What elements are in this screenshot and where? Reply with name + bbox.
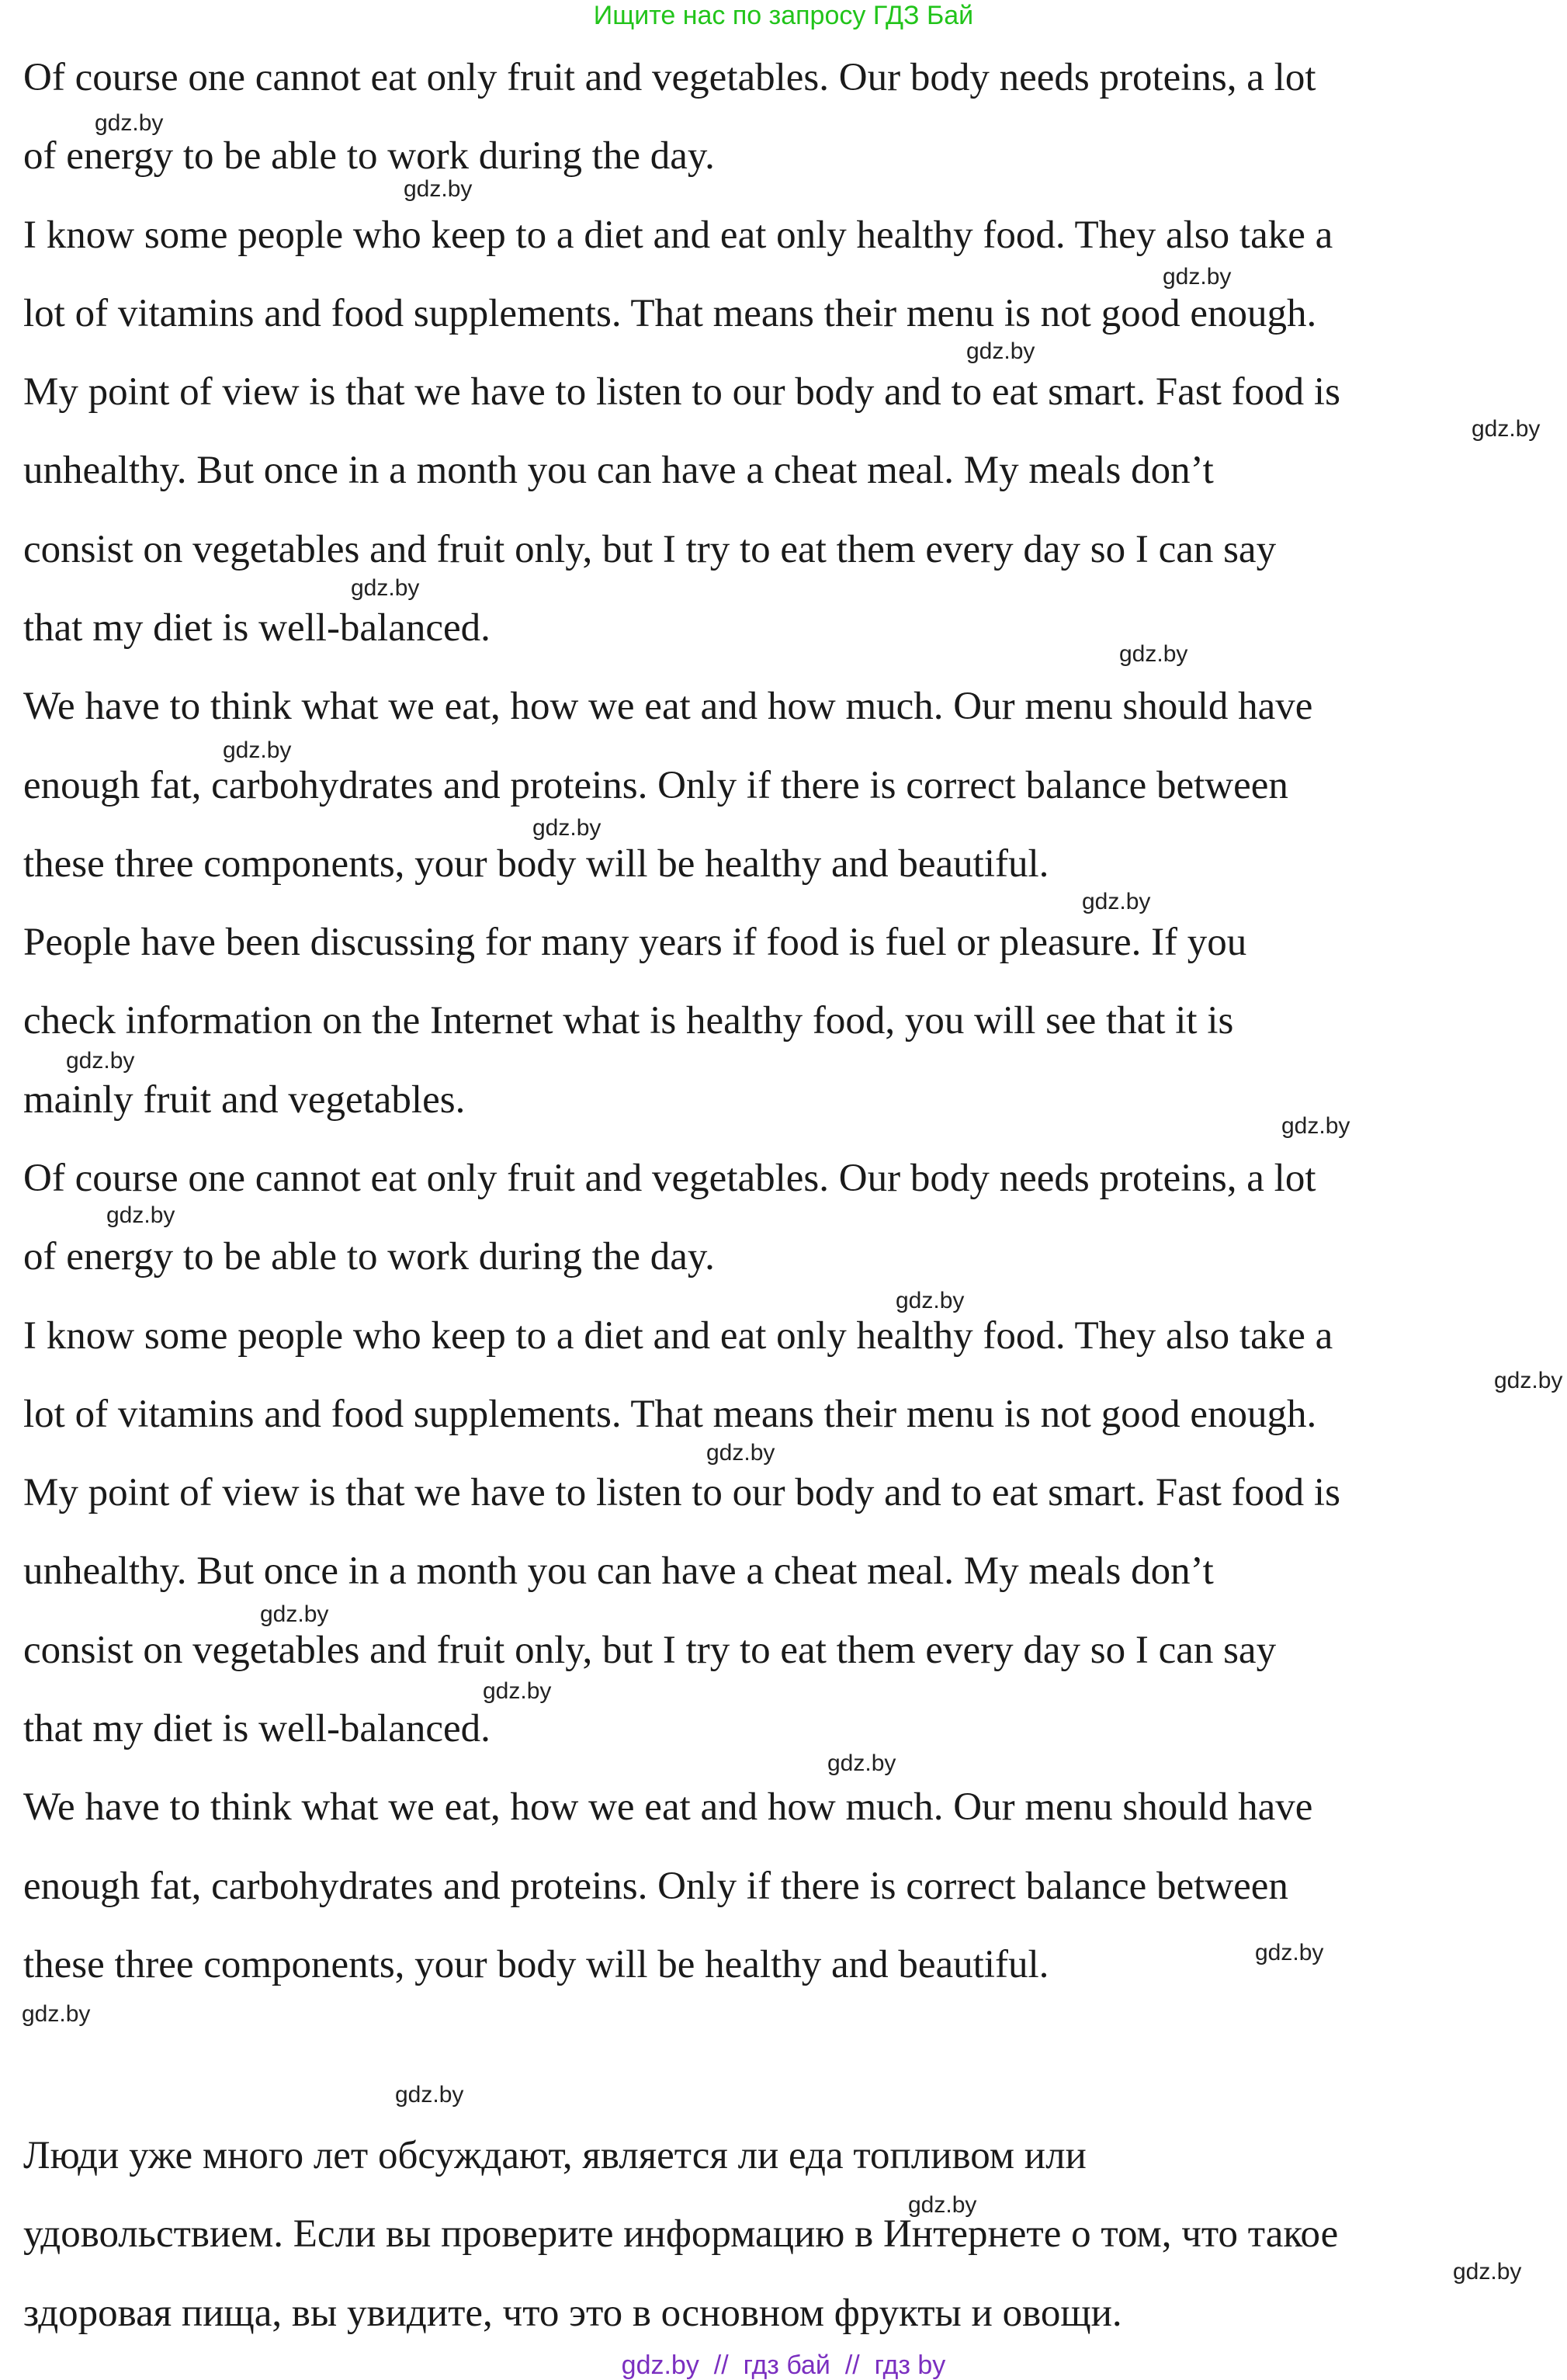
text-line: enough fat, carbohydrates and proteins. Only if there is correct balance between bbox=[23, 764, 1288, 807]
search-banner[interactable]: Ищите нас по запросу ГДЗ Бай bbox=[593, 1, 974, 30]
text-line: I know some people who keep to a diet and eat only healthy food. They also take a bbox=[23, 1314, 1333, 1358]
watermark: gdz.by bbox=[1082, 889, 1151, 914]
watermark: gdz.by bbox=[966, 338, 1035, 364]
text-line: lot of vitamins and food supplements. That means their menu is not good enough. bbox=[23, 1393, 1317, 1436]
watermark: gdz.by bbox=[1163, 264, 1232, 290]
text-line: that my diet is well-balanced. bbox=[23, 606, 491, 650]
watermark: gdz.by bbox=[1119, 641, 1188, 667]
footer-link-gdz-by[interactable]: gdz.by bbox=[621, 2351, 699, 2380]
watermark: gdz.by bbox=[827, 1750, 896, 1776]
text-line: My point of view is that we have to listen to our body and to eat smart. Fast food is bbox=[23, 1471, 1340, 1514]
text-line: We have to think what we eat, how we eat and how much. Our menu should have bbox=[23, 1785, 1313, 1829]
watermark: gdz.by bbox=[223, 737, 292, 763]
text-line: these three components, your body will be healthy and beautiful. bbox=[23, 842, 1049, 886]
text-line: unhealthy. But once in a month you can have a cheat meal. My meals don’t bbox=[23, 449, 1214, 492]
translation-line: здоровая пища, вы увидите, что это в основном фрукты и овощи. bbox=[23, 2292, 1122, 2335]
text-line: Of course one cannot eat only fruit and vegetables. Our body needs proteins, a lot bbox=[23, 56, 1316, 99]
text-line: of energy to be able to work during the day. bbox=[23, 1235, 715, 1278]
text-line: lot of vitamins and food supplements. That means their menu is not good enough. bbox=[23, 292, 1317, 335]
watermark: gdz.by bbox=[404, 176, 473, 202]
text-line: I know some people who keep to a diet and eat only healthy food. They also take a bbox=[23, 213, 1333, 257]
watermark: gdz.by bbox=[106, 1202, 175, 1228]
watermark: gdz.by bbox=[351, 575, 420, 601]
watermark: gdz.by bbox=[260, 1601, 329, 1627]
text-line: these three components, your body will be healthy and beautiful. bbox=[23, 1943, 1049, 1986]
watermark: gdz.by bbox=[395, 2082, 464, 2108]
text-line: We have to think what we eat, how we eat and how much. Our menu should have bbox=[23, 685, 1313, 728]
footer-separator: // bbox=[713, 2351, 729, 2380]
watermark: gdz.by bbox=[1453, 2259, 1522, 2285]
text-line: enough fat, carbohydrates and proteins. Only if there is correct balance between bbox=[23, 1865, 1288, 1908]
watermark: gdz.by bbox=[22, 2001, 91, 2027]
watermark: gdz.by bbox=[1255, 1940, 1324, 1965]
watermark: gdz.by bbox=[483, 1678, 552, 1704]
translation-line: Люди уже много лет обсуждают, является ли еда топливом или bbox=[23, 2134, 1087, 2177]
text-line: My point of view is that we have to listen to our body and to eat smart. Fast food is bbox=[23, 370, 1340, 414]
watermark: gdz.by bbox=[66, 1048, 135, 1074]
text-line: mainly fruit and vegetables. bbox=[23, 1078, 466, 1122]
text-line: check information on the Internet what is healthy food, you will see that it is bbox=[23, 999, 1234, 1043]
footer-links bbox=[0, 2352, 1567, 2378]
text-line: consist on vegetables and fruit only, but I try to eat them every day so I can say bbox=[23, 528, 1277, 571]
watermark: gdz.by bbox=[1281, 1113, 1350, 1139]
translation-line: удовольствием. Если вы проверите информацию в Интернете о том, что такое bbox=[23, 2212, 1339, 2256]
footer-link-gdz-by-ru[interactable]: гдз by bbox=[874, 2351, 946, 2380]
text-line: of energy to be able to work during the day. bbox=[23, 134, 715, 178]
watermark: gdz.by bbox=[1494, 1368, 1563, 1393]
text-line: People have been discussing for many years if food is fuel or pleasure. If you bbox=[23, 921, 1247, 964]
text-line: consist on vegetables and fruit only, but I try to eat them every day so I can say bbox=[23, 1629, 1277, 1672]
watermark: gdz.by bbox=[908, 2192, 977, 2218]
watermark: gdz.by bbox=[706, 1440, 775, 1466]
footer-separator: // bbox=[844, 2351, 860, 2380]
footer-link-gdz-bai[interactable]: гдз бай bbox=[743, 2351, 830, 2380]
text-line: unhealthy. But once in a month you can have a cheat meal. My meals don’t bbox=[23, 1549, 1214, 1593]
watermark: gdz.by bbox=[1472, 416, 1541, 442]
text-line: Of course one cannot eat only fruit and vegetables. Our body needs proteins, a lot bbox=[23, 1157, 1316, 1200]
watermark: gdz.by bbox=[532, 815, 601, 841]
watermark: gdz.by bbox=[95, 110, 164, 136]
text-line: that my diet is well-balanced. bbox=[23, 1707, 491, 1750]
watermark: gdz.by bbox=[896, 1288, 965, 1313]
